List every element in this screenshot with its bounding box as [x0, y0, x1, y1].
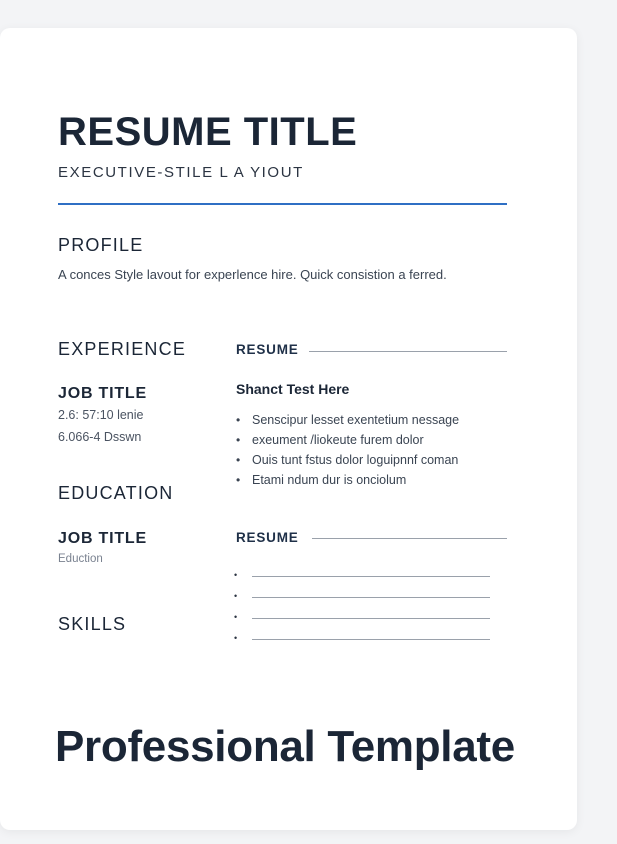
resume-title: RESUME TITLE	[58, 110, 358, 154]
education-heading: EDUCATION	[58, 483, 174, 503]
resume-label-2: RESUME	[236, 530, 299, 545]
bullet-icon: •	[236, 453, 241, 467]
list-item: • Etami ndum dur is onciolum	[236, 470, 459, 490]
bullet-icon: •	[234, 591, 238, 601]
bullet-icon: •	[234, 633, 238, 643]
list-item	[234, 610, 490, 631]
list-item: • Ouis tunt fstus dolor loguipnnf coman	[236, 450, 459, 470]
list-item	[234, 589, 490, 610]
skills-heading: SKILLS	[58, 614, 127, 634]
resume-subtitle: EXECUTIVE-STILE L A YIOUT	[58, 164, 304, 181]
resume-card	[0, 28, 577, 830]
list-item	[234, 631, 490, 652]
bullet-icon: •	[234, 570, 238, 580]
education-meta: Eduction	[58, 553, 103, 565]
education-job-title: JOB TITLE	[58, 530, 147, 547]
resume-label-1: RESUME	[236, 342, 299, 357]
experience-meta-line2: 6.066-4 Dsswn	[58, 430, 142, 444]
list-item: • Senscipur lesset exentetium nessage	[236, 410, 459, 430]
experience-job-title: JOB TITLE	[58, 385, 147, 402]
experience-heading: EXPERIENCE	[58, 339, 187, 359]
footer-title: Professional Template	[55, 722, 515, 771]
blank-bullet-list	[234, 568, 490, 652]
accent-divider	[58, 203, 507, 205]
bullet-icon: •	[236, 433, 241, 447]
placeholder-line	[252, 597, 490, 598]
placeholder-line	[252, 576, 490, 577]
experience-meta-line1: 2.6: 57:10 lenie	[58, 408, 144, 422]
placeholder-line	[252, 639, 490, 640]
placeholder-line	[252, 618, 490, 619]
resume-rule-2	[312, 538, 507, 539]
bullet-icon: •	[234, 612, 238, 622]
list-item	[234, 568, 490, 589]
short-test-heading: Shanct Test Here	[236, 381, 350, 397]
bullet-icon: •	[236, 413, 241, 427]
list-item: • exeument /liokeute furem dolor	[236, 430, 459, 450]
resume-rule-1	[309, 351, 507, 352]
bullet-list	[236, 410, 459, 490]
profile-text: A conces Style lavout for experlence hire. Quick consistion a ferred.	[58, 267, 447, 282]
bullet-icon: •	[236, 473, 241, 487]
profile-heading: PROFILE	[58, 235, 144, 255]
